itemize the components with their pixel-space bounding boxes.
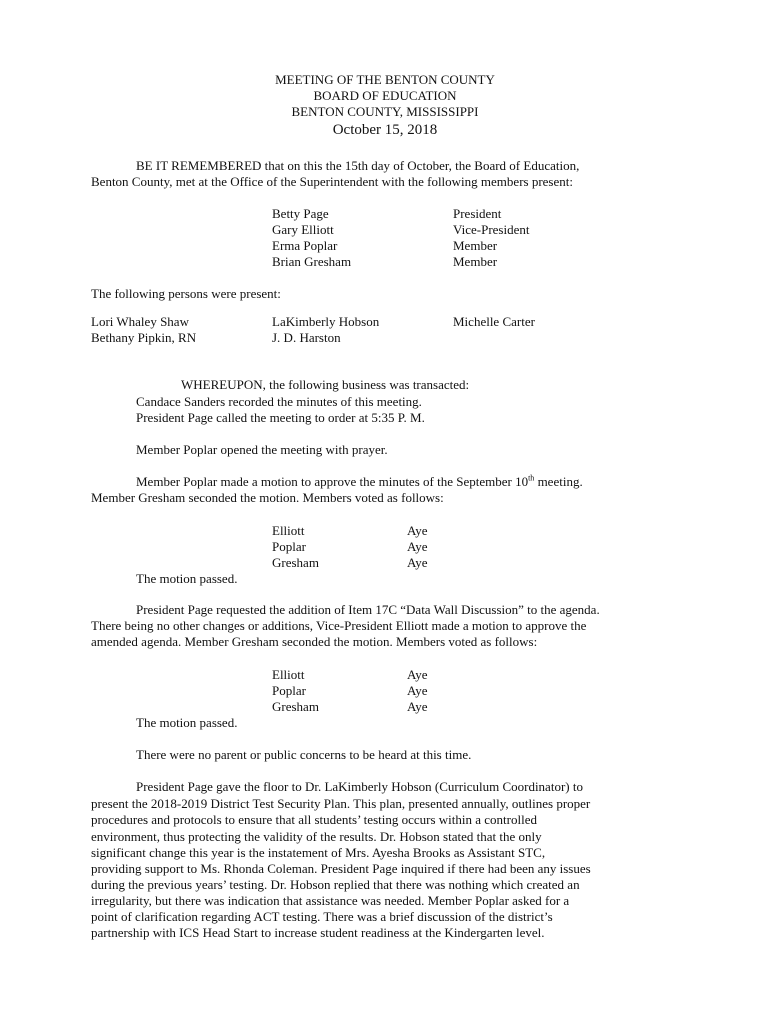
vote-value: Aye (407, 523, 428, 538)
prayer-line: Member Poplar opened the meeting with prayer. (136, 442, 388, 457)
vote-value: Aye (407, 683, 428, 698)
paragraph-line: significant change this year is the instatement of Mrs. Ayesha Brooks as Assistant STC, (91, 845, 546, 860)
vote-value: Aye (407, 667, 428, 682)
ordinal-suffix: th (528, 473, 535, 483)
motion2-result: The motion passed. (136, 715, 238, 730)
paragraph-line: during the previous years’ testing. Dr. Hobson replied that there was nothing which created an (91, 877, 580, 892)
member-name: Betty Page (272, 206, 329, 221)
member-role: Member (453, 254, 498, 269)
recorded-line: Candace Sanders recorded the minutes of this meeting. (136, 394, 422, 409)
motion2-line-2: There being no other changes or additions, Vice-President Elliott made a motion to approve the (91, 618, 587, 633)
called-line: President Page called the meeting to order at 5:35 P. M. (136, 410, 425, 425)
person-name: Michelle Carter (453, 314, 535, 329)
vote-name: Gresham (272, 699, 319, 714)
vote-name: Gresham (272, 555, 319, 570)
member-name: Brian Gresham (272, 254, 352, 269)
intro-line-2: Benton County, met at the Office of the Superintendent with the following members present: (91, 174, 573, 189)
vote-value: Aye (407, 699, 428, 714)
paragraph-line: environment, thus protecting the validity of the results. Dr. Hobson stated that the only (91, 829, 542, 844)
member-name: Gary Elliott (272, 222, 334, 237)
vote-value: Aye (407, 539, 428, 554)
member-role: President (453, 206, 502, 221)
header-line-1: MEETING OF THE BENTON COUNTY (275, 72, 495, 87)
motion1-line-2: Member Gresham seconded the motion. Members voted as follows: (91, 490, 444, 505)
person-name: LaKimberly Hobson (272, 314, 380, 329)
paragraph-line: point of clarification regarding ACT testing. There was a brief discussion of the district’s (91, 909, 553, 924)
motion2-line-3: amended agenda. Member Gresham seconded the motion. Members voted as follows: (91, 634, 538, 649)
motion1-line-1: Member Poplar made a motion to approve the minutes of the September 10th meeting. (136, 473, 583, 489)
paragraph-line: procedures and protocols to ensure that all students’ testing occurs within a controlled (91, 812, 537, 827)
person-name: Lori Whaley Shaw (91, 314, 189, 329)
paragraph-line: present the 2018-2019 District Test Security Plan. This plan, presented annually, outlines proper (91, 796, 591, 811)
paragraph-line: partnership with ICS Head Start to increase student readiness at the Kindergarten level. (91, 925, 545, 940)
motion2-line-1: President Page requested the addition of Item 17C “Data Wall Discussion” to the agenda. (136, 602, 600, 617)
header-line-2: BOARD OF EDUCATION (313, 88, 457, 103)
header-line-3: BENTON COUNTY, MISSISSIPPI (291, 104, 479, 119)
motion1-result: The motion passed. (136, 571, 238, 586)
person-name: J. D. Harston (272, 330, 341, 345)
member-role: Vice-President (453, 222, 530, 237)
concerns-line: There were no parent or public concerns to be heard at this time. (136, 747, 472, 762)
vote-name: Elliott (272, 523, 305, 538)
vote-name: Elliott (272, 667, 305, 682)
paragraph-line: providing support to Ms. Rhonda Coleman. President Page inquired if there had been any issues (91, 861, 591, 876)
person-name: Bethany Pipkin, RN (91, 330, 197, 345)
persons-heading: The following persons were present: (91, 286, 281, 301)
intro-line-1: BE IT REMEMBERED that on this the 15th day of October, the Board of Education, (136, 158, 580, 173)
meeting-date: October 15, 2018 (332, 122, 438, 138)
vote-name: Poplar (272, 539, 306, 554)
vote-value: Aye (407, 555, 428, 570)
paragraph-line: irregularity, but there was indication that assistance was needed. Member Poplar asked for a (91, 893, 570, 908)
member-role: Member (453, 238, 498, 253)
paragraph-line: President Page gave the floor to Dr. LaKimberly Hobson (Curriculum Coordinator) to (136, 779, 583, 794)
whereupon-line: WHEREUPON, the following business was transacted: (181, 377, 470, 392)
member-name: Erma Poplar (272, 238, 338, 253)
vote-name: Poplar (272, 683, 306, 698)
